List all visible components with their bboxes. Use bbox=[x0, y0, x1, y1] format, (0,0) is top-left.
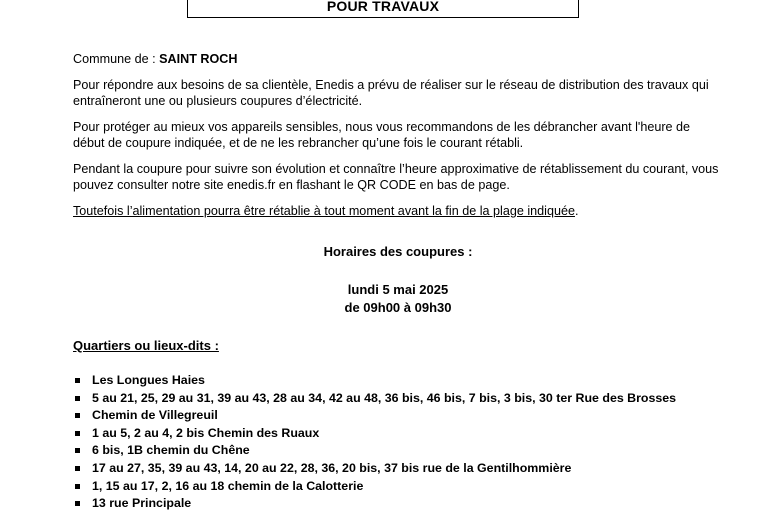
list-item: Les Longues Haies bbox=[73, 372, 723, 390]
commune-line bbox=[73, 51, 723, 68]
paragraph-proteger: Pour protéger au mieux vos appareils sensibles, nous vous recommandons de les débrancher avant l'heure de début de coupure indiquée, et de ne les rebrancher qu’une fois le courant rétabli. bbox=[73, 119, 691, 150]
quartiers-title: Quartiers ou lieux-dits : bbox=[73, 337, 219, 353]
paragraph-besoins: Pour répondre aux besoins de sa clientèle, Enedis a prévu de réaliser sur le réseau de distribution des travaux qui entraîneront une ou plusieurs coupures d’électricité. bbox=[73, 77, 709, 108]
list-item: 6 bis, 1B chemin du Chêne bbox=[73, 442, 723, 460]
notice-title-box bbox=[187, 0, 579, 18]
list-item: Chemin de Villegreuil bbox=[73, 407, 723, 425]
list-item: 5 au 21, 25, 29 au 31, 39 au 43, 28 au 34, 42 au 48, 36 bis, 46 bis, 7 bis, 3 bis, 30 ter Rue des Brosses bbox=[73, 390, 723, 408]
bullet-icon bbox=[75, 466, 80, 471]
commune-label: Commune de : bbox=[73, 52, 160, 66]
list-item: 1, 15 au 17, 2, 16 au 18 chemin de la Calotterie bbox=[73, 478, 723, 496]
paragraph-suivi: Pendant la coupure pour suivre son évolution et connaître l’heure approximative de rétablissement du courant, vous pouvez consulter notre site enedis.fr en flashant le QR CODE en bas de page. bbox=[73, 161, 719, 192]
schedule-block bbox=[73, 281, 723, 317]
toutefois-tail: . bbox=[574, 203, 579, 218]
commune-name: SAINT ROCH bbox=[159, 52, 238, 66]
address-list bbox=[73, 372, 723, 513]
notice-title: POUR TRAVAUX bbox=[326, 0, 440, 14]
bullet-icon bbox=[75, 431, 80, 436]
bullet-icon bbox=[75, 484, 80, 489]
toutefois-underlined: Toutefois l’alimentation pourra être rétablie à tout moment avant la fin de la plage indiquée bbox=[73, 203, 575, 218]
schedule-time: de 09h00 à 09h30 bbox=[344, 299, 452, 315]
bullet-icon bbox=[75, 448, 80, 453]
list-item: 13 rue Principale bbox=[73, 495, 723, 513]
bullet-icon bbox=[75, 378, 80, 383]
bullet-icon bbox=[75, 501, 80, 506]
paragraph-toutefois bbox=[73, 203, 723, 220]
list-item: 1 au 5, 2 au 4, 2 bis Chemin des Ruaux bbox=[73, 425, 723, 443]
horaires-title: Horaires des coupures : bbox=[323, 244, 473, 259]
schedule-date: lundi 5 mai 2025 bbox=[347, 281, 449, 297]
list-item: 17 au 27, 35, 39 au 43, 14, 20 au 22, 28, 36, 20 bis, 37 bis rue de la Gentilhommière bbox=[73, 460, 723, 478]
notice-body bbox=[73, 51, 723, 513]
bullet-icon bbox=[75, 413, 80, 418]
bullet-icon bbox=[75, 396, 80, 401]
